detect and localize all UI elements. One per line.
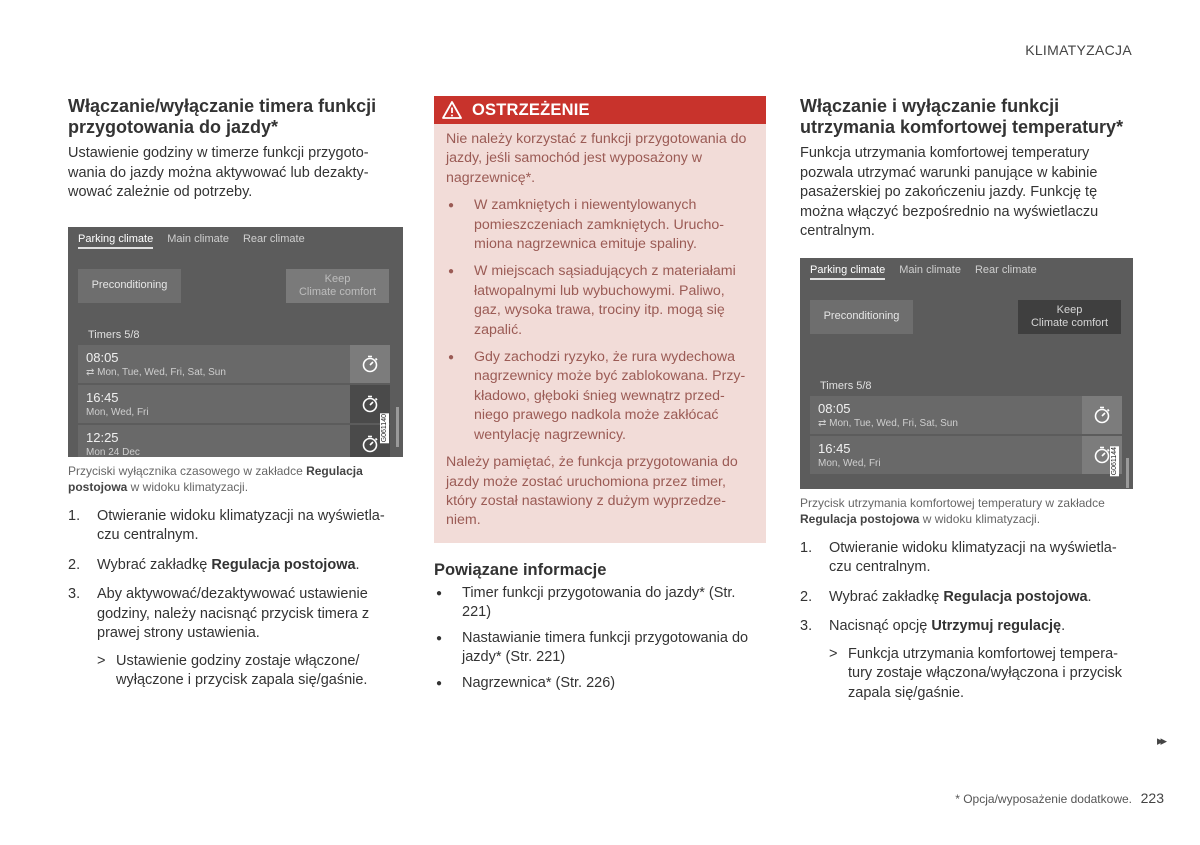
preconditioning-button: Preconditioning	[78, 269, 181, 303]
climate-comfort-label: Climate comfort	[298, 285, 377, 298]
warning-header	[434, 96, 766, 124]
footnote: * Opcja/wyposażenie dodatkowe.	[955, 792, 1132, 806]
column-timer-toggle	[68, 96, 398, 691]
related-link[interactable]: ● Nastawianie timera funkcji przygotowania do jazdy* (Str. 221)	[434, 629, 766, 668]
timer-row	[810, 436, 1122, 474]
page-number: 223	[1140, 790, 1164, 806]
scrollbar	[396, 407, 399, 447]
stopwatch-icon	[1092, 405, 1112, 425]
intro-climate-comfort: Funkcja utrzymania komfortowej temperatury pozwala utrzymać warunki panujące w kabinie pasażerskiej po zakończeniu jazdy. Funkcję tę można włączyć bezpośrednio na wyświetlaczu centralnym.	[800, 145, 1099, 239]
tab-main-climate: Main climate	[899, 263, 961, 276]
section-header: KLIMATYZACJA	[1025, 42, 1132, 58]
steps-list	[800, 539, 1135, 637]
timer-toggle-button	[1082, 396, 1122, 434]
step-item: 2. Wybrać zakładkę Regulacja postojowa.	[68, 556, 360, 573]
related-heading: Powiązane informacje	[434, 560, 607, 579]
steps-list	[68, 507, 398, 644]
figure-caption: Przyciski wyłącznika czasowego w zakładce Regulacja postojowa w widoku klimatyzacji.	[68, 463, 363, 494]
warning-bullet: ● W miejscach sąsiadujących z materiałami łatwopalnymi lub wybuchowymi. Paliwo, gaz, wysoka trawa, trociny itp. mogą się zapalić.	[446, 262, 754, 340]
keep-label: Keep	[1056, 303, 1083, 316]
tab-parking-climate: Parking climate	[810, 262, 885, 280]
stopwatch-icon	[360, 394, 380, 414]
tab-main-climate: Main climate	[167, 232, 229, 245]
warning-intro: Nie należy korzystać z funkcji przygotowania do jazdy, jeśli samochód jest wyposażony w nagrzewnicę*.	[446, 131, 747, 186]
screen-tabs	[810, 262, 1037, 280]
image-code: G061144	[1111, 446, 1118, 475]
tab-parking-climate: Parking climate	[78, 231, 153, 249]
keep-climate-comfort-button	[1018, 300, 1121, 334]
warning-title: OSTRZEŻENIE	[472, 100, 590, 119]
continue-arrows-icon: ▸▸	[1156, 733, 1164, 748]
timer-days: Mon 24 Dec	[86, 446, 140, 457]
step-item: 1. Otwieranie widoku klimatyzacji na wyświetla-czu centralnym.	[68, 507, 385, 543]
timers-label: Timers 5/8	[88, 328, 140, 341]
climate-screen-image	[68, 227, 403, 457]
timer-row	[810, 396, 1122, 434]
warning-bullet: ● Gdy zachodzi ryzyko, że rura wydechowa nagrzewnicy może być zablokowana. Przy-kładowo, głęboki śnieg wewnątrz przed-niego prawego nadkola może zakłócać wentylację nagrzewnicy.	[446, 348, 754, 445]
keep-label: Keep	[324, 272, 351, 285]
warning-bullets	[446, 196, 754, 445]
warning-body	[434, 124, 766, 531]
tab-rear-climate: Rear climate	[974, 263, 1037, 276]
related-link[interactable]: ● Timer funkcji przygotowania do jazdy* (Str. 221)	[434, 584, 766, 623]
climate-comfort-label: Climate comfort	[1030, 316, 1109, 329]
keep-climate-comfort-button	[286, 269, 389, 303]
timer-days: ⇄ Mon, Tue, Wed, Fri, Sat, Sun	[818, 417, 958, 429]
step-item: 2. Wybrać zakładkę Regulacja postojowa.	[800, 588, 1092, 605]
timer-time: 08:05	[818, 400, 851, 416]
warning-outro: Należy pamiętać, że funkcja przygotowania do jazdy może zostać uruchomiona przez timer, który został nastawiony z dużym wyprzedze-niem.	[446, 454, 738, 529]
screen-tabs	[78, 231, 305, 249]
related-list	[434, 584, 766, 694]
step-item: 1. Otwieranie widoku klimatyzacji na wyświetla-czu centralnym.	[800, 539, 1117, 575]
step-result: > Ustawienie godziny zostaje włączone/ wyłączone i przycisk zapala się/gaśnie.	[97, 652, 368, 688]
figure-caption: Przycisk utrzymania komfortowej temperatury w zakładce Regulacja postojowa w widoku klimatyzacji.	[800, 495, 1105, 526]
stopwatch-icon	[360, 354, 380, 374]
timer-row	[78, 345, 390, 383]
stopwatch-icon	[360, 434, 380, 454]
warning-bullet: ● W zamkniętych i niewentylowanych pomieszczeniach zamkniętych. Urucho-miona nagrzewnica emituje spaliny.	[446, 196, 754, 254]
timer-days: Mon, Wed, Fri	[86, 406, 149, 418]
heading-timer-toggle: Włączanie/wyłączanie timera funkcji przygotowania do jazdy*	[68, 96, 377, 137]
step-item: 3. Nacisnąć opcję Utrzymuj regulację.	[800, 618, 1066, 634]
step-result: > Funkcja utrzymania komfortowej tempera-tury zostaje włączona/wyłączona i przycisk zapala się/gaśnie.	[829, 645, 1122, 701]
timer-time: 16:45	[818, 440, 851, 456]
step-item: 3. Aby aktywować/dezaktywować ustawienie godziny, należy nacisnąć przycisk timera z prawej strony ustawienia.	[68, 586, 370, 641]
warning-triangle-icon	[442, 100, 462, 120]
warning-box	[434, 96, 766, 543]
heading-climate-comfort: Włączanie i wyłączanie funkcji utrzymania komfortowej temperatury*	[800, 96, 1124, 137]
timer-days: Mon, Wed, Fri	[818, 457, 881, 469]
stopwatch-icon	[1092, 445, 1112, 465]
tab-rear-climate: Rear climate	[242, 232, 305, 245]
timer-time: 16:45	[86, 389, 119, 405]
column-climate-comfort	[800, 96, 1135, 703]
timer-row	[78, 425, 390, 457]
intro-timer-toggle: Ustawienie godziny w timerze funkcji przygoto-wania do jazdy można aktywować lub dezakty-wować zależnie od potrzeby.	[68, 145, 369, 200]
timer-days: ⇄ Mon, Tue, Wed, Fri, Sat, Sun	[86, 366, 226, 378]
timer-toggle-button	[350, 345, 390, 383]
related-link[interactable]: ● Nagrzewnica* (Str. 226)	[434, 674, 766, 694]
column-warning	[434, 96, 766, 699]
image-code: G061140	[381, 413, 388, 442]
preconditioning-button: Preconditioning	[810, 300, 913, 334]
timer-row	[78, 385, 390, 423]
timer-time: 08:05	[86, 349, 119, 365]
scrollbar	[1126, 458, 1129, 488]
climate-screen-image	[800, 258, 1133, 489]
timer-time: 12:25	[86, 429, 119, 445]
timers-label: Timers 5/8	[820, 379, 872, 392]
